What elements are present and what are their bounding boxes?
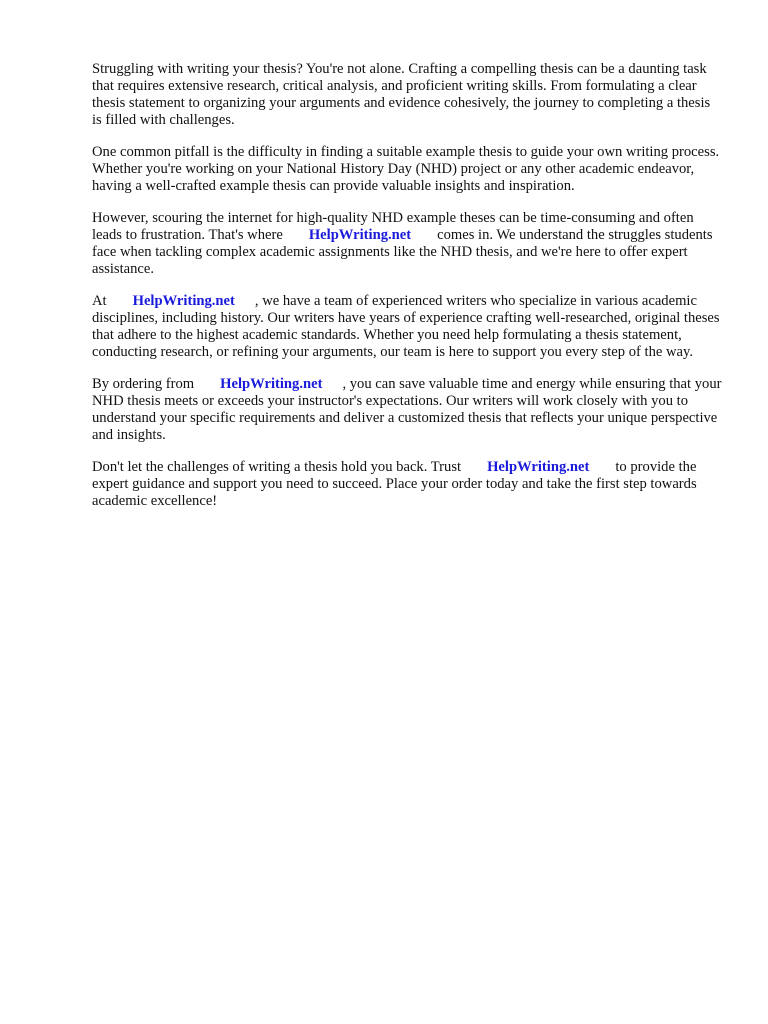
paragraph-text: Don't let the challenges of writing a thesis hold you back. Trust: [92, 459, 462, 475]
helpwriting-link[interactable]: HelpWriting.net: [132, 293, 235, 309]
helpwriting-link[interactable]: HelpWriting.net: [220, 376, 323, 392]
paragraph-pitfall: One common pitfall is the difficulty in finding a suitable example thesis to guide your own writing process. Whether you're working on your National History Day (NHD) project or any other academic endeavor, having a well-crafted example thesis can provide valuable insights and inspiration.: [92, 144, 720, 194]
paragraph-text: , we have a team of experienced writers who specialize in various academic disciplines, including history. Our writers have years of experience crafting well-researched, original theses that adhere to the highest academic standards. Whether you need help formulating a thesis statement, conducting research, or refining your arguments, our team is here to support you every step of the way.: [92, 293, 720, 360]
paragraph-intro: Struggling with writing your thesis? You're not alone. Crafting a compelling thesis can be a daunting task that requires extensive research, critical analysis, and proficient writing skills. From formulating a clear thesis statement to organizing your arguments and evidence cohesively, the journey to completing a thesis is filled with challenges.: [92, 61, 711, 128]
paragraph-closing: [92, 459, 722, 510]
paragraph-text: At: [92, 293, 107, 309]
paragraph-text: comes in. We understand the struggles students face when tackling complex academic assignments like the NHD thesis, and we're here to offer expert assistance.: [92, 227, 713, 277]
paragraph-team: [92, 293, 722, 361]
paragraph-text: By ordering from: [92, 376, 195, 392]
helpwriting-link[interactable]: HelpWriting.net: [487, 459, 590, 475]
paragraph-text: However, scouring the internet for high-quality NHD example theses can be time-consuming and often leads to frustration. That's where: [92, 210, 694, 243]
paragraph-text: to provide the expert guidance and support you need to succeed. Place your order today and take the first step towards academic excellence!: [92, 459, 697, 509]
helpwriting-link[interactable]: HelpWriting.net: [308, 227, 412, 243]
paragraph-text: , you can save valuable time and energy while ensuring that your NHD thesis meets or exceeds your instructor's expectations. Our writers will work closely with you to understand your specific requirements and deliver a customized thesis that reflects your unique perspective and insights.: [92, 376, 722, 443]
paragraph-ordering: [92, 376, 722, 444]
document-body: [92, 61, 722, 525]
paragraph-scouring: [92, 210, 722, 278]
